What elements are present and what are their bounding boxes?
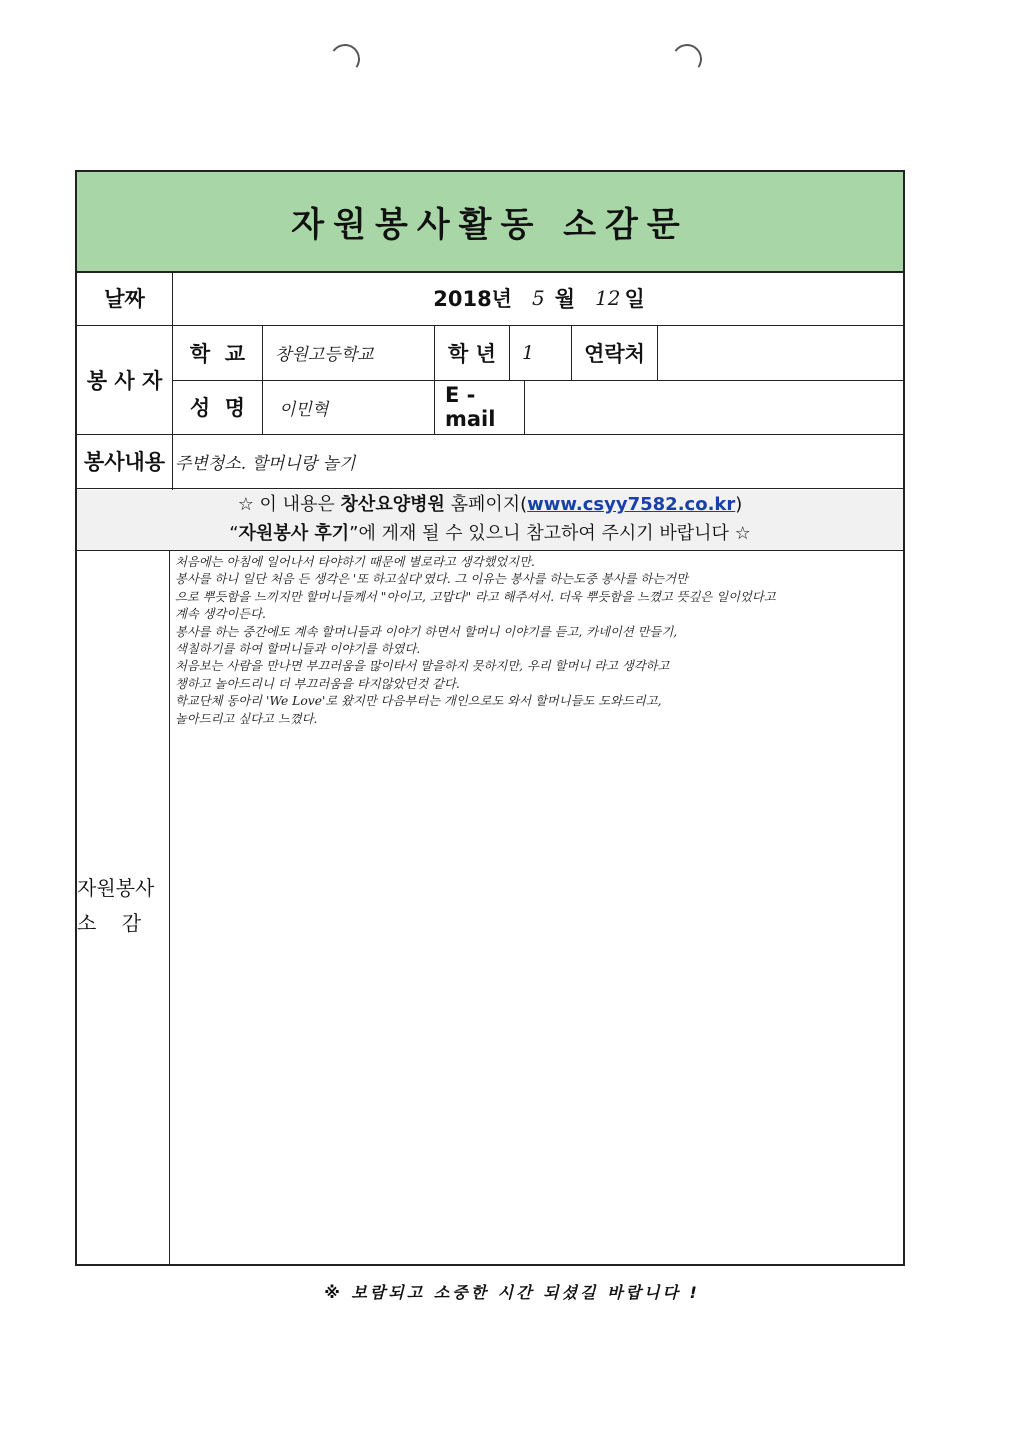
date-month-value: 5 [531, 286, 545, 310]
email-label: E -mail [445, 383, 496, 431]
school-value-cell [263, 325, 434, 380]
notice-line-2 [77, 519, 903, 548]
date-year: 2018년 [433, 287, 512, 311]
email-label-cell [435, 380, 524, 434]
essay-line: 으로 뿌듯함을 느끼지만 할머니들께서 "아이고, 고맙다" 라고 해주셔서. 더욱 뿌듯함을 느꼈고 뜻깊은 일이었다고 [175, 589, 776, 604]
school-value: 창원고등학교 [275, 345, 374, 365]
grade-label-cell [435, 325, 509, 380]
name-value-cell [263, 380, 434, 434]
date-value-cell [173, 271, 905, 325]
name-label-cell [173, 380, 262, 434]
review-board-name: 자원봉사 후기 [238, 523, 350, 544]
email-value-cell [525, 380, 905, 434]
volunteer-label: 봉 사 자 [86, 368, 163, 393]
row-divider [77, 488, 903, 489]
contact-value-cell [658, 325, 905, 380]
essay-line: 챙하고 놀아드리니 더 부끄러움을 타지않았던것 같다. [175, 676, 460, 691]
grade-value: 1 [522, 341, 535, 364]
title-band [77, 172, 903, 273]
essay-body [175, 554, 895, 728]
footer-message: ※ 보람되고 소중한 시간 되셨길 바랍니다 ! [324, 1283, 700, 1302]
form-title: 자원봉사활동 소감문 [291, 205, 689, 245]
grade-label: 학 년 [448, 341, 496, 366]
date-label-cell [77, 271, 172, 325]
notice-line1-mid: 홈페이지( [444, 494, 528, 515]
contact-label-cell [572, 325, 657, 380]
notice-line1-suffix: ) [735, 494, 743, 515]
essay-line: 처음보는 사람을 만나면 부끄러움을 많이타서 말을하지 못하지만, 우리 할머니 라고 생각하고 [175, 659, 670, 674]
essay-line: 처음에는 아침에 일어나서 타야하기 때문에 별로라고 생각했었지만. [175, 555, 535, 569]
publication-notice [77, 490, 903, 550]
content-label: 봉사내용 [83, 450, 166, 474]
notice-line2-open: “ [229, 523, 239, 544]
hospital-website-link[interactable]: www.csyy7582.co.kr [527, 494, 736, 515]
notice-line2-rest: ”에 게재 될 수 있으니 참고하여 주시기 바랍니다 ☆ [349, 523, 751, 544]
hospital-name: 창산요양병원 [340, 494, 445, 515]
essay-line: 봉사를 하는 중간에도 계속 할머니들과 이야기 하면서 할머니 이야기를 듣고, 카네이션 만들기, [175, 624, 678, 639]
content-value-cell [173, 434, 905, 488]
school-label-cell [173, 325, 262, 380]
volunteer-review-form [75, 170, 905, 1266]
essay-label-cell [77, 872, 169, 942]
essay-label-line1: 자원봉사 [77, 876, 155, 900]
essay-line: 색칠하기를 하여 할머니들과 이야기를 하였다. [175, 642, 421, 657]
notice-line1-prefix: ☆ 이 내용은 [237, 494, 341, 515]
essay-label-line2: 소 감 [77, 911, 142, 935]
content-label-cell [77, 434, 172, 488]
date-label: 날짜 [104, 287, 145, 311]
name-label: 성 명 [189, 396, 246, 420]
essay-line: 놀아드리고 싶다고 느꼈다. [175, 711, 318, 726]
notice-line-1 [77, 490, 903, 519]
row-divider [77, 550, 903, 551]
date-month-unit: 월 [554, 287, 575, 311]
grade-value-cell [510, 325, 571, 380]
date-day-unit: 일 [624, 287, 645, 311]
name-value: 이민혁 [279, 399, 329, 420]
essay-line: 봉사를 하니 일단 처음 든 생각은 '또 하고싶다'였다. 그 이유는 봉사를 하는도중 봉사를 하는거만 [175, 572, 688, 587]
content-value: 주변청소. 할머니랑 놀기 [175, 453, 356, 474]
essay-line: 계속 생각이든다. [175, 607, 266, 622]
punch-hole-mark-right [670, 42, 705, 77]
essay-line: 학교단체 동아리 'We Love'로 왔지만 다음부터는 개인으로도 와서 할머니들도 도와드리고, [175, 694, 662, 709]
label-column-divider [169, 550, 170, 1266]
contact-label: 연락처 [584, 341, 645, 366]
school-label: 학 교 [189, 341, 246, 366]
punch-hole-mark-left [328, 42, 363, 77]
volunteer-label-cell [77, 325, 172, 434]
date-day-value: 12 [595, 286, 621, 310]
